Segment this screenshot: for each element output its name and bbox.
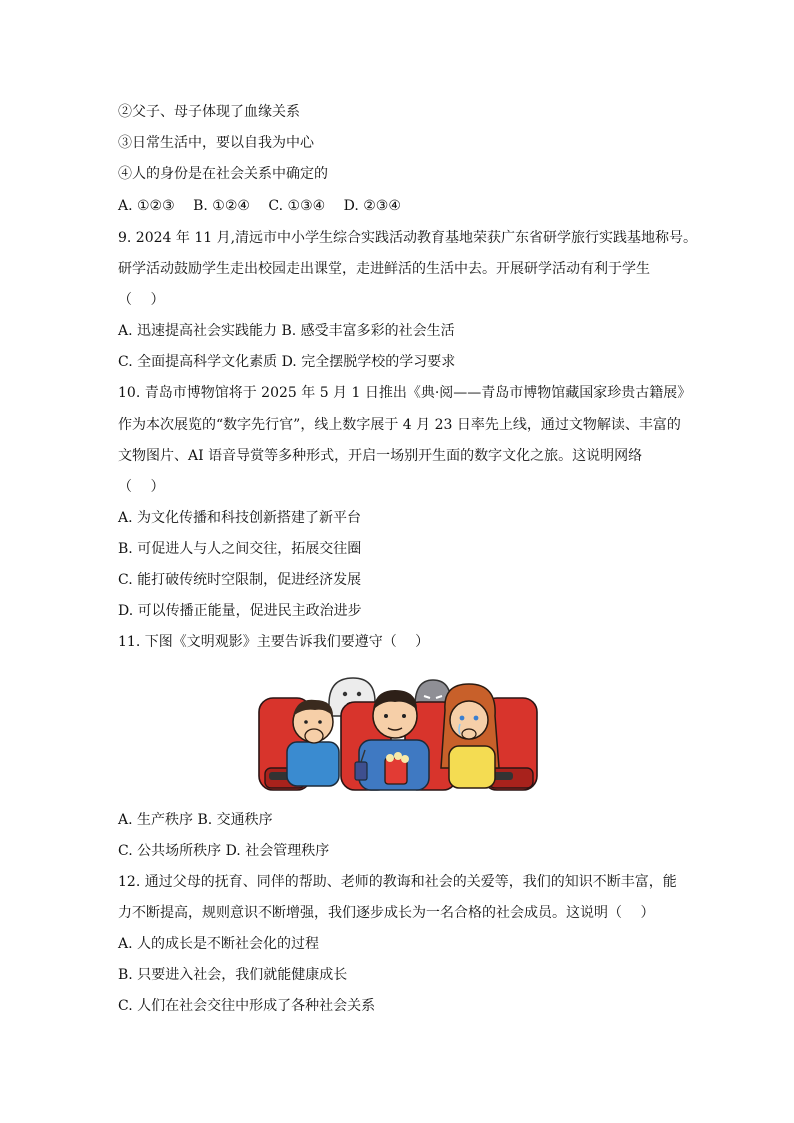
q11-stem: 11. 下图《文明观影》主要告诉我们要遵守（ ） xyxy=(118,634,430,650)
q9-choices-ab: A. 迅速提高社会实践能力 B. 感受丰富多彩的社会生活 xyxy=(118,323,455,339)
q10-stem-line-1: 10. 青岛市博物馆将于 2025 年 5 月 1 日推出《典·阅——青岛市博物馆藏国家珍贵古籍展》 xyxy=(118,385,692,401)
q9-answer-blank: （ ） xyxy=(118,292,165,308)
q10-stem-line-2: 作为本次展览的“数字先行官”，线上数字展于 4 月 23 日率先上线，通过文物解读、丰富的 xyxy=(118,417,681,433)
q11-choices-ab: A. 生产秩序 B. 交通秩序 xyxy=(118,812,273,828)
q10-choice-b: B. 可促进人与人之间交往，拓展交往圈 xyxy=(118,541,362,557)
q12-choice-c: C. 人们在社会交往中形成了各种社会关系 xyxy=(118,998,376,1014)
q10-answer-blank: （ ） xyxy=(118,479,165,495)
q10-choice-c: C. 能打破传统时空限制，促进经济发展 xyxy=(118,572,362,588)
q12-choice-b: B. 只要进入社会，我们就能健康成长 xyxy=(118,967,348,983)
q12-stem-line-1: 12. 通过父母的抚育、同伴的帮助、老师的教诲和社会的关爱等，我们的知识不断丰富，能 xyxy=(118,874,677,890)
cinema-illustration xyxy=(257,676,539,796)
boy-figure xyxy=(287,700,339,786)
option-3-line: ③日常生活中，要以自我为中心 xyxy=(118,135,314,151)
q10-choice-a: A. 为文化传播和科技创新搭建了新平台 xyxy=(118,510,362,526)
q8-choices: A. ①②③ B. ①②④ C. ①③④ D. ②③④ xyxy=(118,198,401,214)
q9-stem-line-1: 9. 2024 年 11 月,清远市中小学生综合实践活动教育基地荣获广东省研学旅行实践基地称号。 xyxy=(118,230,698,246)
q9-stem-line-2: 研学活动鼓励学生走出校园走出课堂，走进鲜活的生活中去。开展研学活动有利于学生 xyxy=(118,261,650,277)
q11-choices-cd: C. 公共场所秩序 D. 社会管理秩序 xyxy=(118,843,330,859)
q12-stem-line-2: 力不断提高，规则意识不断增强，我们逐步成长为一名合格的社会成员。这说明（ ） xyxy=(118,905,655,921)
option-4-line: ④人的身份是在社会关系中确定的 xyxy=(118,166,328,182)
q9-choices-cd: C. 全面提高科学文化素质 D. 完全摆脱学校的学习要求 xyxy=(118,354,456,370)
option-2-line: ②父子、母子体现了血缘关系 xyxy=(118,104,300,120)
woman-figure xyxy=(441,684,499,788)
q10-stem-line-3: 文物图片、AI 语音导赏等多种形式，开启一场别开生面的数字文化之旅。这说明网络 xyxy=(118,448,643,464)
q12-choice-a: A. 人的成长是不断社会化的过程 xyxy=(118,936,320,952)
q10-choice-d: D. 可以传播正能量，促进民主政治进步 xyxy=(118,603,362,619)
